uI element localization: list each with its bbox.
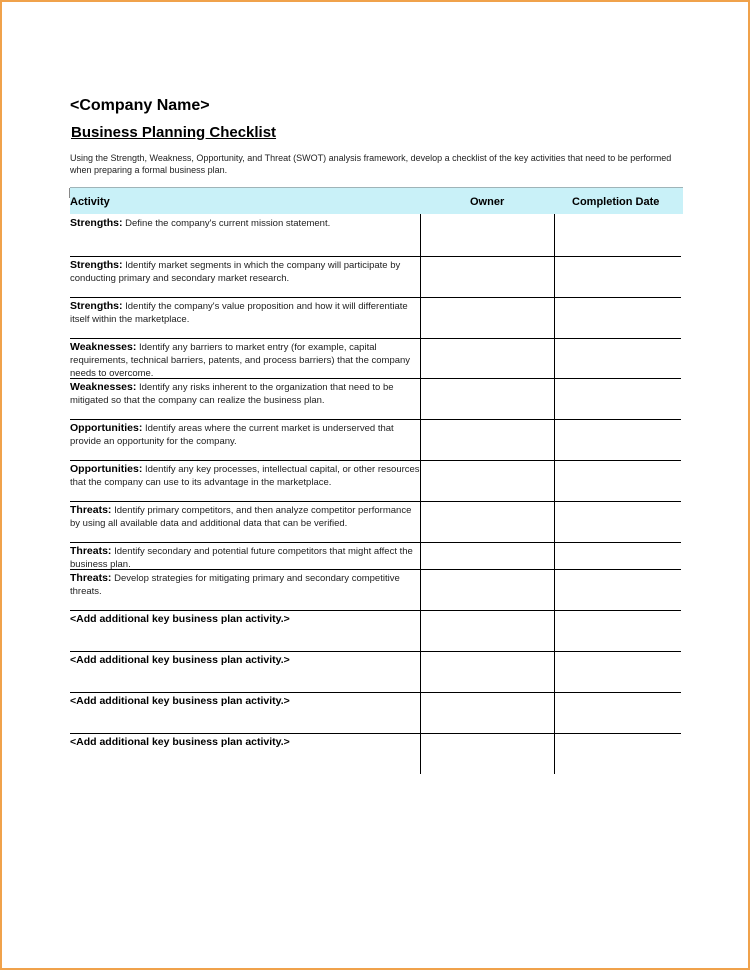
header-owner: Owner (470, 196, 505, 208)
row-category: Opportunities: (70, 422, 143, 434)
row-divider (70, 297, 681, 298)
header-completion-date: Completion Date (572, 196, 660, 208)
row-category: Strengths: (70, 259, 123, 271)
row-description: Identify any key processes, intellectual capital, or other resources that the company can use to its advantage in the marketplace. (70, 464, 420, 488)
row-category: Weaknesses: (70, 381, 137, 393)
table-row (70, 381, 420, 407)
row-divider (70, 651, 681, 652)
row-category: Opportunities: (70, 463, 143, 475)
row-category: Strengths: (70, 217, 123, 229)
table-row (70, 300, 420, 326)
table-row (70, 259, 420, 285)
row-description: Identify primary competitors, and then analyze competitor performance by using all available data and additional data that can be verified. (70, 505, 412, 529)
row-divider (70, 501, 681, 502)
add-activity-placeholder: <Add additional key business plan activity.> (70, 654, 290, 666)
table-row (70, 572, 420, 598)
table-row (70, 217, 420, 230)
row-divider (70, 610, 681, 611)
row-description: Identify any barriers to market entry (for example, capital requirements, technical barriers, patents, and process barriers) that the company needs to overcome. (70, 342, 411, 379)
intro-paragraph: Using the Strength, Weakness, Opportunity, and Threat (SWOT) analysis framework, develop a checklist of the key activities that need to be performed when preparing a formal business plan. (70, 153, 672, 175)
row-description: Define the company's current mission statement. (122, 218, 331, 229)
company-name: <Company Name> (70, 97, 210, 114)
row-divider (70, 338, 681, 339)
table-row (70, 341, 420, 380)
row-divider (70, 460, 681, 461)
header-activity: Activity (70, 196, 110, 208)
row-description: Identify any risks inherent to the organization that need to be mitigated so that the company can realize the business plan. (70, 382, 394, 406)
row-description: Identify market segments in which the company will participate by conducting primary and secondary market research. (70, 260, 401, 284)
add-activity-placeholder: <Add additional key business plan activity.> (70, 613, 290, 625)
row-description: Identify areas where the current market is underserved that provide an opportunity for the company. (70, 423, 394, 447)
table-row (70, 463, 420, 489)
table-row (70, 504, 420, 530)
row-divider (70, 692, 681, 693)
row-description: Identify the company's value proposition and how it will differentiate itself within the marketplace. (70, 301, 408, 325)
column-divider-date (554, 214, 555, 774)
row-description: Develop strategies for mitigating primary and secondary competitive threats. (70, 573, 400, 597)
row-divider (70, 419, 681, 420)
row-description: Identify secondary and potential future competitors that might affect the business plan. (70, 546, 413, 570)
row-category: Threats: (70, 545, 112, 557)
document-title: Business Planning Checklist (71, 124, 277, 141)
row-category: Threats: (70, 572, 112, 584)
add-activity-placeholder: <Add additional key business plan activity.> (70, 736, 290, 748)
table-row (70, 545, 420, 571)
table-row (70, 422, 420, 448)
row-divider (70, 733, 681, 734)
row-category: Weaknesses: (70, 341, 137, 353)
row-divider (70, 542, 681, 543)
add-activity-placeholder: <Add additional key business plan activity.> (70, 695, 290, 707)
row-category: Threats: (70, 504, 112, 516)
table-header (70, 187, 683, 214)
column-divider-owner (420, 214, 421, 774)
row-divider (70, 256, 681, 257)
row-category: Strengths: (70, 300, 123, 312)
